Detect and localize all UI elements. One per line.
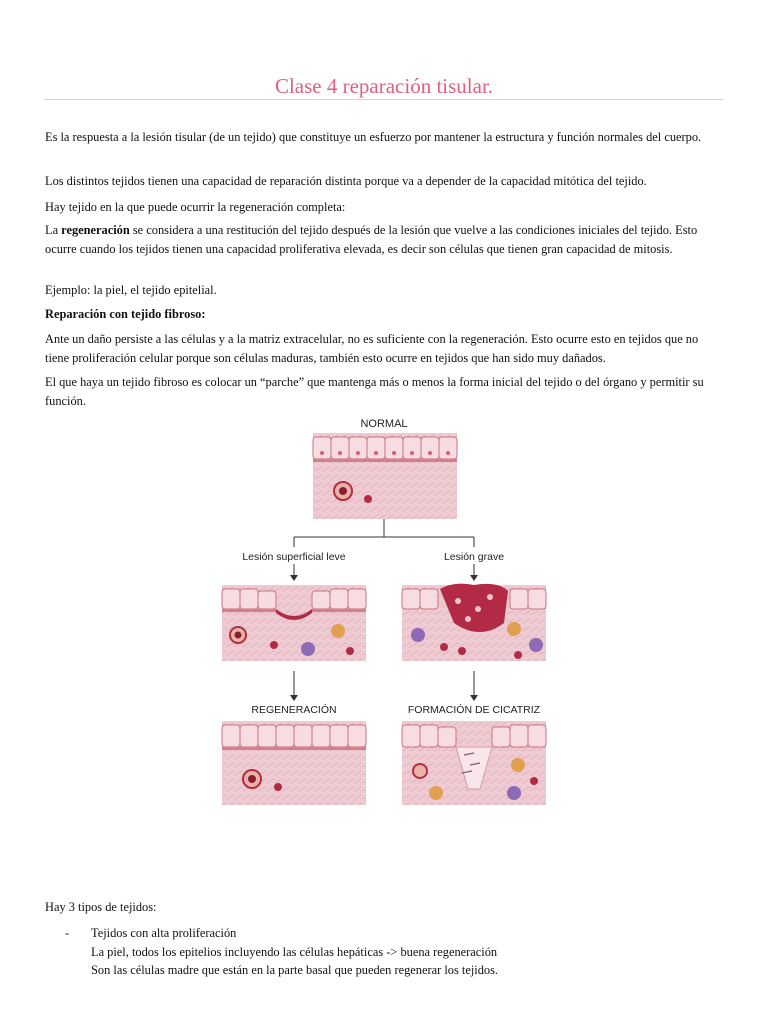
fibrous-paragraph-2: El que haya un tejido fibroso es colocar un “parche” que mantenga más o menos la forma inicial del tejido o del órgano y permitir su función.: [45, 375, 704, 408]
title-divider: [44, 99, 723, 100]
tissue-repair-figure: [218, 409, 558, 817]
capacity-paragraph: Los distintos tejidos tienen una capacidad de reparación distinta porque va a depender de la capacidad mitótica del tejido.: [45, 174, 647, 188]
list-item-line-3: Son las células madre que están en la parte basal que pueden regenerar los tejidos.: [91, 963, 499, 978]
intro-paragraph: Es la respuesta a la lesión tisular (de un tejido) que constituye un esfuerzo por mantener la estructura y función normales del cuerpo.: [45, 130, 702, 144]
severe-injury-label: Lesión grave: [443, 551, 505, 563]
down-arrows-bottom: [294, 671, 474, 697]
normal-panel: [313, 418, 457, 519]
regeneration-paragraph: [45, 221, 725, 258]
fibrous-heading: Reparación con tejido fibroso:: [45, 307, 206, 321]
list-item-line-2: La piel, todos los epitelios incluyendo las células hepáticas -> buena regeneración: [91, 944, 498, 959]
regeneration-lead: La: [45, 223, 62, 237]
regeneration-definition: se considera a una restitución del tejido después de la lesión que vuelve a las condiciones iniciales del tejido. Esto ocurre cuando los tejidos tienen una capacidad proliferativa elevada, es decir son células que tienen gran capacidad de mitosis.: [45, 223, 698, 256]
fibrous-paragraph-1: Ante un daño persiste a las células y a la matriz extracelular, no es suficiente con la regeneración. Esto ocurre esto en tejidos que no tiene proliferación celular porque son células maduras, también esto ocurre en tejidos que han sido muy dañados.: [45, 332, 699, 365]
example-paragraph: Ejemplo: la piel, el tejido epitelial.: [45, 283, 217, 297]
superficial-injury-panel: [222, 585, 366, 661]
regeneration-label: REGENERACIÓN: [251, 704, 337, 716]
list-dash: -: [65, 926, 70, 940]
normal-label: NORMAL: [360, 418, 408, 430]
tissue-types-intro: Hay 3 tipos de tejidos:: [45, 900, 157, 914]
regeneration-term: regeneración: [61, 223, 130, 237]
list-item-title: Tejidos con alta proliferación: [91, 926, 237, 940]
scar-formation-panel: [402, 721, 546, 805]
complete-regeneration-paragraph: Hay tejido en la que puede ocurrir la regeneración completa:: [45, 200, 346, 214]
tissue-types-list: [45, 914, 725, 980]
severe-injury-panel: [402, 584, 546, 661]
down-arrows-top: [294, 564, 474, 577]
regeneration-panel: [222, 721, 366, 805]
page-title: Clase 4 reparación tisular.: [274, 74, 494, 98]
list-item: [45, 924, 725, 980]
superficial-injury-label: Lesión superficial leve: [242, 551, 346, 563]
scar-formation-label: FORMACIÓN DE CICATRIZ: [407, 704, 541, 716]
branch-connector: [294, 519, 474, 547]
tissue-repair-diagram: [218, 409, 558, 817]
